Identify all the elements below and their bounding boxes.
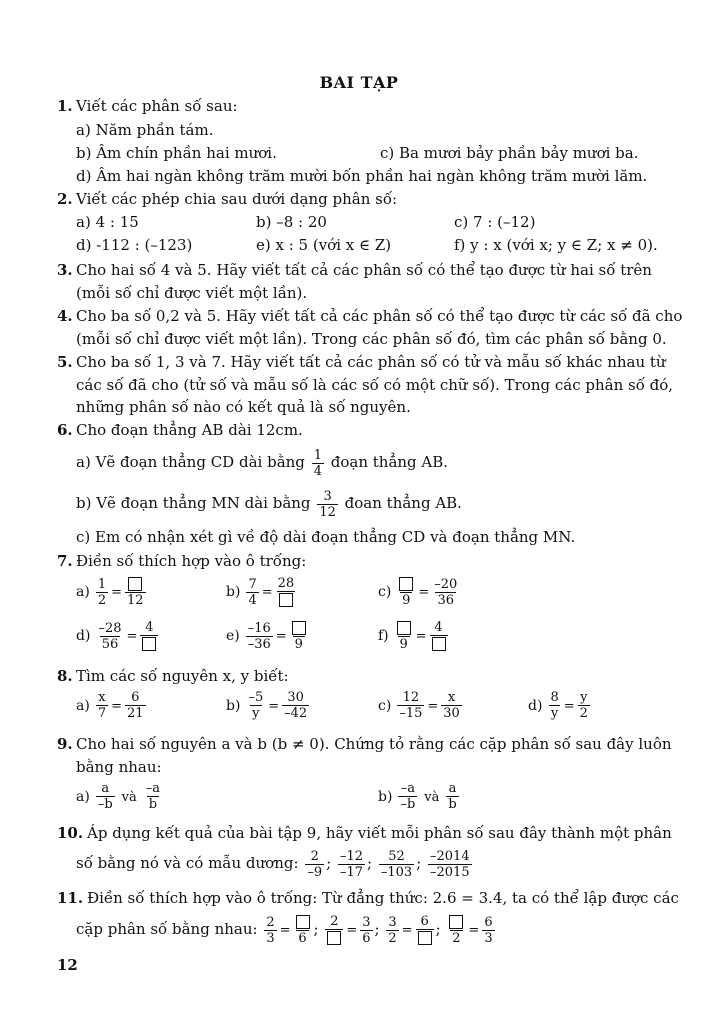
denominator-slot (430, 635, 448, 652)
fraction (294, 914, 312, 946)
numerator-slot: x (447, 690, 456, 705)
equals-sign: = (111, 585, 122, 600)
exercise-11-number: 11. (57, 889, 84, 907)
fraction (360, 915, 372, 946)
denominator-slot (325, 929, 343, 946)
numerator-slot: 3 (362, 914, 371, 930)
denominator-slot: 30 (443, 706, 460, 721)
numerator: 52 (388, 848, 405, 864)
fraction (282, 690, 309, 721)
denominator-slot: 9 (399, 637, 408, 652)
equals-sign: = (427, 698, 439, 714)
exercise-2-number: 2. (57, 190, 73, 208)
fraction (305, 849, 324, 880)
fraction (338, 849, 365, 880)
numerator-slot: x (98, 690, 106, 705)
item-label: a) (76, 584, 90, 600)
denominator-slot: –b (400, 797, 416, 812)
fraction (482, 915, 494, 946)
denominator-slot: 56 (101, 636, 119, 652)
exercise-5-line1: Cho ba số 1, 3 và 7. Hãy viết tất cả các phân số có tử và mẫu số khác nhau từ (76, 353, 666, 371)
item-label: a) (76, 697, 90, 714)
numerator-slot: 2 (266, 914, 275, 930)
fraction (317, 489, 338, 520)
fraction (447, 914, 465, 946)
fraction (578, 690, 590, 721)
exercise-7-d (76, 620, 160, 652)
exercise-7-number: 7. (57, 552, 73, 570)
equals-sign: = (401, 923, 413, 938)
fraction (290, 620, 308, 652)
fraction (96, 781, 115, 812)
exercise-3-line1: Cho hai số 4 và 5. Hãy viết tất cả các phân số có thể tạo được từ hai số trên (76, 261, 652, 279)
separator: ; (313, 920, 319, 938)
exercise-2-c: c) 7 : (–12) (454, 213, 536, 231)
denominator: –2015 (430, 864, 470, 880)
exercise-6-text: Cho đoạn thẳng AB dài 12cm. (76, 421, 303, 439)
exercise-1-c: c) Ba mươi bảy phần bảy mươi ba. (380, 144, 639, 162)
exercise-5-line2: các số đã cho (tử số và mẫu số là các số có một chữ số). Trong các phân số đó, (76, 376, 674, 394)
fraction (325, 914, 343, 946)
denominator-slot: 2 (97, 592, 107, 608)
exercise-2-f: f) y : x (với x; y ∈ Z; x ≠ 0). (454, 236, 658, 254)
exercise-2-d: d) -112 : (–123) (76, 236, 193, 254)
denominator-slot: b (448, 797, 457, 812)
fraction (96, 577, 108, 608)
item-label: b) (378, 788, 393, 805)
exercise-8-number: 8. (57, 667, 73, 685)
blank-box (292, 621, 306, 635)
exercise-9-a (76, 781, 164, 812)
page-title: BAI TẠP (319, 73, 399, 92)
item-label: c) (378, 584, 392, 600)
numerator-slot: 2 (330, 914, 339, 929)
numerator: 2 (310, 848, 319, 864)
numerator-slot: 4 (434, 620, 443, 635)
exercise-2-a: a) 4 : 15 (76, 213, 139, 231)
blank-box (296, 915, 310, 929)
numerator-slot: y (580, 690, 588, 705)
exercise-8-d (528, 690, 592, 721)
item-label: b) (226, 697, 241, 714)
exercise-8-a (76, 690, 148, 721)
denominator: –103 (380, 864, 413, 880)
fraction (246, 621, 273, 652)
exercise-11-pair-1 (262, 914, 313, 946)
item-label: b) (226, 584, 241, 600)
exercise-6-a (76, 443, 448, 481)
fraction (379, 849, 414, 880)
blank-box (279, 593, 293, 607)
exercise-6-b (76, 484, 462, 522)
numerator-slot (397, 576, 415, 592)
numerator-slot: 6 (131, 690, 140, 705)
and-word: và (121, 789, 137, 805)
exercise-6-a-post: đoạn thẳng AB. (330, 453, 449, 471)
denominator-slot: 36 (437, 592, 455, 608)
exercise-6-b-post: đoan thẳng AB. (344, 494, 462, 512)
denominator-slot: –36 (247, 636, 271, 652)
exercise-6-c: c) Em có nhận xét gì về độ dài đoạn thẳng CD và đoạn thẳng MN. (76, 528, 576, 546)
numerator: 1 (313, 447, 322, 463)
denominator-slot: 12 (127, 593, 144, 608)
exercise-5-line3: những phân số nào có kết quả là số nguyên. (76, 398, 411, 416)
numerator-slot: 28 (277, 576, 295, 591)
exercise-6-a-pre: a) Vẽ đoạn thẳng CD dài bằng (76, 453, 305, 471)
numerator-slot (447, 914, 465, 930)
fraction (276, 576, 297, 608)
fraction (96, 621, 123, 652)
fraction (548, 690, 560, 721)
blank-box (449, 915, 463, 929)
denominator: –9 (307, 864, 323, 880)
blank-box (397, 621, 411, 635)
denominator-slot: 21 (127, 706, 144, 721)
numerator-slot (290, 620, 308, 636)
exercise-9-number: 9. (57, 735, 73, 753)
exercise-10-line2-text: số bằng nó và có mẫu dương: (76, 854, 299, 872)
exercise-7-text: Điền số thích hợp vào ô trống: (76, 552, 307, 570)
exercise-8-b (226, 690, 311, 721)
blank-box (327, 931, 341, 945)
denominator-slot: 4 (248, 592, 257, 608)
denominator-slot: b (148, 797, 158, 812)
numerator-slot: 6 (484, 914, 493, 930)
exercise-7-f (378, 620, 450, 652)
numerator-slot (395, 620, 413, 636)
equals-sign: = (415, 629, 427, 644)
exercise-11-pair-2 (323, 914, 374, 946)
denominator-slot: 3 (266, 930, 275, 946)
separator: ; (326, 854, 332, 872)
numerator-slot: 30 (287, 690, 304, 705)
exercise-9-line2: bằng nhau: (76, 758, 162, 776)
denominator-slot: –b (97, 797, 113, 812)
fraction (430, 620, 448, 652)
exercise-1-a: a) Năm phần tám. (76, 121, 214, 139)
numerator-slot (294, 914, 312, 930)
exercise-10-number: 10. (57, 824, 84, 842)
equals-sign: = (563, 698, 575, 714)
numerator-slot: a (101, 781, 110, 796)
numerator-slot: –20 (434, 576, 458, 592)
equals-sign: = (279, 923, 291, 938)
numerator-slot: 12 (402, 690, 420, 705)
exercise-8-text: Tìm các số nguyên x, y biết: (76, 667, 289, 685)
exercise-1-b: b) Âm chín phần hai mươi. (76, 144, 277, 162)
exercise-9-b (378, 781, 461, 812)
exercise-4-line1: Cho ba số 0,2 và 5. Hãy viết tất cả các phân số có thể tạo được từ các số đã cho (76, 307, 683, 325)
denominator-slot: 3 (484, 930, 493, 946)
denominator-slot: 2 (579, 706, 588, 721)
denominator-slot: 7 (97, 706, 107, 721)
fraction (312, 448, 324, 479)
denominator-slot: 6 (362, 930, 371, 946)
exercise-2-text: Viết các phép chia sau dưới dạng phân số: (76, 190, 398, 208)
exercise-11-line2-text: cặp phân số bằng nhau: (76, 920, 258, 938)
fraction (125, 576, 146, 608)
denominator: –17 (339, 864, 363, 880)
blank-box (432, 637, 446, 651)
fraction (140, 620, 158, 652)
exercise-11-pair-4 (445, 914, 496, 946)
exercise-11-line1: Điền số thích hợp vào ô trống: Từ đẳng thức: 2.6 = 3.4, ta có thể lập được các (87, 889, 679, 907)
equals-sign: = (268, 698, 280, 714)
exercise-9-line1: Cho hai số nguyên a và b (b ≠ 0). Chứng tỏ rằng các cặp phân số sau đây luôn (76, 735, 672, 753)
exercise-2-e: e) x : 5 (với x ∈ Z) (256, 236, 392, 254)
exercise-10-line2 (76, 844, 474, 882)
fraction (432, 577, 459, 608)
item-label: d) (76, 628, 91, 644)
separator: ; (366, 854, 373, 872)
denominator-slot: y (252, 706, 260, 721)
exercise-4-line2: (mỗi số chỉ được viết một lần). Trong các phân số đó, tìm các phân số bằng 0. (76, 330, 667, 348)
denominator-slot: 6 (298, 931, 307, 946)
denominator: 4 (313, 463, 322, 479)
denominator-slot: 2 (388, 930, 397, 946)
denominator-slot: 9 (294, 637, 303, 652)
fraction (395, 620, 413, 652)
fraction (398, 781, 417, 812)
exercise-6-b-pre: b) Vẽ đoạn thẳng MN dài bằng (76, 494, 311, 512)
fraction (246, 577, 258, 608)
exercise-8-c (378, 690, 464, 721)
denominator-slot: –15 (399, 706, 423, 721)
numerator-slot: 6 (420, 914, 429, 929)
numerator-slot: –a (400, 781, 415, 796)
equals-sign: = (346, 923, 358, 938)
exercise-1-text: Viết các phân số sau: (76, 97, 238, 115)
exercise-7-b (226, 576, 298, 608)
fraction (144, 781, 162, 812)
fraction (246, 690, 265, 721)
item-label: e) (226, 628, 240, 644)
numerator-slot: a (448, 781, 457, 796)
separator: ; (435, 920, 441, 938)
denominator-slot (140, 635, 158, 652)
exercise-10-line1: Áp dụng kết quả của bài tập 9, hãy viết mỗi phân số sau đây thành một phân (87, 824, 672, 842)
exercise-3-line2: (mỗi số chỉ được viết một lần). (76, 284, 308, 302)
numerator: –12 (339, 848, 363, 864)
exercise-2-b: b) –8 : 20 (256, 213, 327, 231)
denominator-slot: 2 (452, 931, 461, 946)
blank-box (418, 931, 432, 945)
exercise-7-a (76, 576, 148, 608)
equals-sign: = (275, 629, 287, 644)
exercise-11-line2 (76, 910, 497, 950)
numerator-slot: 4 (145, 620, 154, 635)
numerator: –2014 (430, 848, 470, 864)
equals-sign: = (418, 585, 430, 600)
numerator: 3 (323, 488, 332, 504)
numerator-slot: 7 (248, 576, 257, 592)
exercise-1-number: 1. (57, 97, 73, 115)
exercise-5-number: 5. (57, 353, 73, 371)
numerator-slot (126, 576, 144, 592)
numerator-slot: 3 (388, 914, 397, 930)
fraction (446, 781, 458, 812)
numerator-slot: 8 (550, 690, 559, 705)
item-label: a) (76, 788, 90, 805)
fraction (397, 690, 424, 721)
blank-box (128, 577, 142, 591)
fraction (264, 915, 276, 946)
exercise-11-pair-3 (384, 914, 435, 946)
item-label: f) (378, 628, 389, 644)
denominator-slot (416, 929, 434, 946)
equals-sign: = (111, 698, 122, 714)
separator: ; (416, 854, 422, 872)
numerator-slot: –a (145, 781, 161, 796)
denominator: 12 (319, 504, 336, 520)
numerator-slot: 1 (97, 576, 107, 592)
exercise-3-number: 3. (57, 261, 73, 279)
numerator-slot: –5 (248, 690, 264, 705)
denominator-slot: –42 (284, 706, 308, 721)
exercise-7-c (378, 576, 461, 608)
blank-box (142, 637, 156, 651)
fraction (416, 914, 434, 946)
numerator-slot: –16 (247, 620, 271, 636)
denominator-slot: 9 (402, 593, 411, 608)
equals-sign: = (126, 629, 138, 644)
equals-sign: = (468, 923, 480, 938)
fraction (428, 849, 472, 880)
denominator-slot (277, 591, 295, 608)
page-number: 12 (57, 956, 78, 974)
equals-sign: = (261, 585, 273, 600)
item-label: d) (528, 697, 543, 714)
item-label: c) (378, 697, 392, 714)
exercise-6-number: 6. (57, 421, 73, 439)
fraction (96, 690, 108, 721)
separator: ; (374, 920, 380, 938)
fraction (386, 915, 398, 946)
fraction (441, 690, 462, 721)
exercise-7-e (226, 620, 310, 652)
blank-box (399, 577, 413, 591)
numerator-slot: –28 (98, 620, 122, 636)
exercise-4-number: 4. (57, 307, 73, 325)
exercise-1-d: d) Âm hai ngàn không trăm mười bốn phần hai ngàn không trăm mười lăm. (76, 167, 648, 185)
fraction (397, 576, 415, 608)
fraction (125, 690, 146, 721)
denominator-slot: y (550, 706, 559, 721)
and-word: và (424, 789, 440, 805)
